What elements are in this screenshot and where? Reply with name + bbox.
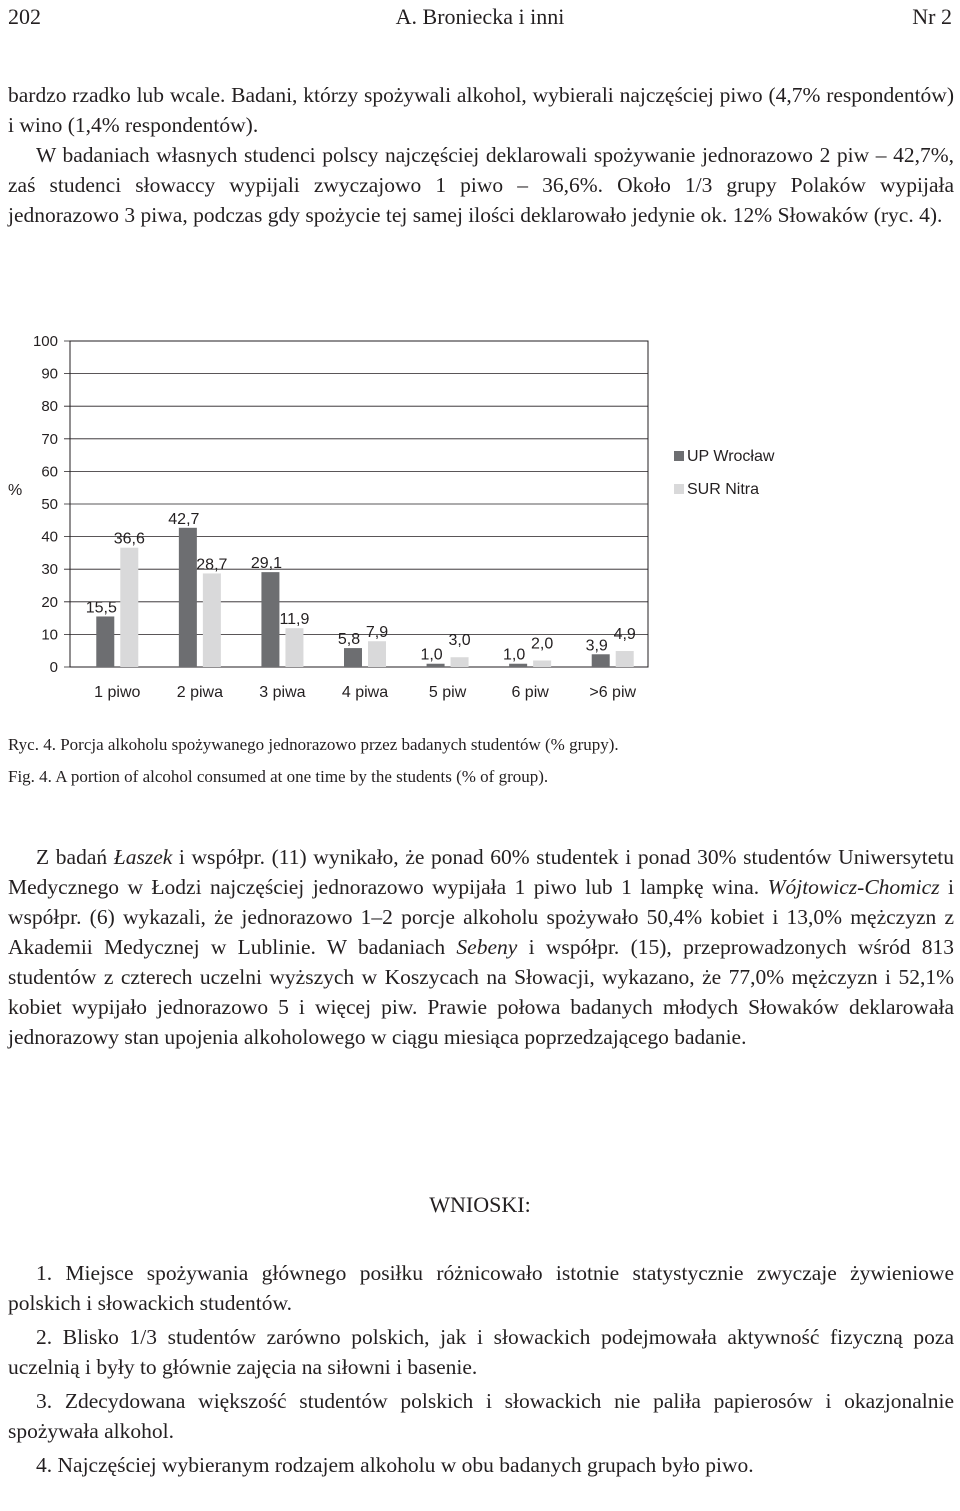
conclusion-3 [8, 1386, 954, 1446]
conclusion-2-text: Blisko 1/3 studentów zarówno polskich, jak i słowackich podejmowała aktywność fizyczną poza uczelnią i były to głównie zajęcia na siłowni i basenie. [8, 1325, 954, 1379]
conclusion-2-number: 2. [36, 1325, 53, 1349]
x-tick-label: 5 piw [428, 684, 467, 701]
data-label: 7,9 [365, 624, 389, 642]
literature-text-c: i współpr. (6) wykazali, że jednorazowo 1–2 porcje alkoholu spożywało 50,4% kobiet i 13,0% mężczyzn z Akademii Medycznej w Lublinie. W badaniach [8, 875, 954, 959]
conclusion-3-number: 3. [36, 1389, 53, 1413]
bar [179, 528, 197, 667]
author-laszek: Łaszek [113, 845, 173, 869]
bar [285, 628, 303, 667]
paragraph-literature [8, 842, 954, 1052]
conclusion-4-number: 4. [36, 1453, 53, 1477]
legend-swatch [674, 451, 684, 461]
conclusion-1 [8, 1258, 954, 1318]
x-tick-label: 4 piwa [341, 684, 389, 701]
section-title: WNIOSKI: [429, 1192, 531, 1217]
data-label: 15,5 [85, 599, 117, 617]
x-tick-label: >6 piw [589, 684, 637, 701]
bar [509, 664, 527, 667]
data-label: 42,7 [168, 510, 200, 528]
author-wojtowicz-chomicz: Wójtowicz-Chomicz [767, 875, 940, 899]
conclusion-4-text: Najczęściej wybieranym rodzajem alkoholu w obu badanych grupach było piwo. [57, 1453, 754, 1477]
y-tick-label: 10 [41, 626, 58, 644]
figure-caption-en: Fig. 4. A portion of alcohol consumed at one time by the students (% of group). [8, 767, 549, 786]
bar [344, 648, 362, 667]
conclusion-1-number: 1. [36, 1261, 53, 1285]
figure-caption-pl: Ryc. 4. Porcja alkoholu spożywanego jednorazowo przez badanych studentów (% grupy). [8, 735, 619, 754]
intro-sentence-1: bardzo rzadko lub wcale. Badani, którzy spożywali alkohol, wybierali najczęściej piwo (4,7% respondentów) i wino (1,4% respondentów). [8, 83, 954, 137]
bar [451, 657, 469, 667]
bar [616, 651, 634, 667]
y-tick-label: 20 [41, 593, 58, 611]
literature-text-a: Z badań [36, 845, 114, 869]
y-tick-label: 70 [41, 430, 58, 448]
bar [592, 654, 610, 667]
paragraph-intro [8, 80, 954, 230]
data-label: 2,0 [531, 635, 554, 653]
conclusion-4 [8, 1450, 954, 1480]
y-tick-label: 60 [41, 463, 58, 481]
legend-label: UP Wrocław [687, 448, 775, 465]
literature-text-d: i współpr. (15), przeprowadzonych wśród 813 studentów z czterech uczelni wyższych w Koszycach na Słowacji, wykazano, że 77,0% mężczyzn i 52,1% kobiet wypijało jednorazowo 5 i więcej piw. Prawie połowa badanych młodych Słowaków deklarowała jednorazowy stan upojenia alkoholowego w ciągu miesiąca poprzedzającego badanie. [8, 935, 954, 1049]
bar [120, 548, 138, 667]
running-title: A. Broniecka i inni [395, 4, 565, 29]
data-label: 1,0 [420, 646, 443, 664]
x-tick-label: 6 piw [511, 684, 549, 701]
data-label: 29,1 [250, 555, 282, 573]
intro-sentence-2: W badaniach własnych studenci polscy najczęściej deklarowali spożywanie jednorazowo 2 piw – 42,7%, zaś studenci słowaccy wypijali zwyczajowo 1 piwo – 36,6%. [8, 143, 954, 197]
bar [203, 573, 221, 667]
data-label: 28,7 [196, 556, 228, 574]
y-tick-label: 0 [49, 659, 58, 676]
bar [427, 664, 445, 667]
y-tick-label: 90 [41, 365, 58, 383]
x-tick-label: 2 piwa [176, 684, 223, 701]
legend-label: SUR Nitra [687, 481, 760, 498]
page-header [0, 0, 960, 40]
conclusion-1-text: Miejsce spożywania głównego posiłku różnicowało istotnie statystycznie zwyczaje żywieniowe polskich i słowackich studentów. [8, 1261, 954, 1315]
bar [533, 660, 551, 667]
data-label: 5,8 [337, 631, 361, 649]
y-tick-label: 80 [41, 398, 58, 416]
x-tick-label: 3 piwa [259, 684, 306, 701]
literature-text-b: i współpr. (11) wynikało, że ponad 60% studentek i ponad 30% studentów Uniwersytetu Medycznego w Łodzi najczęściej jednorazowo wypijała 1 piwo lub 1 lampkę wina. [8, 845, 955, 899]
page-number: 202 [8, 4, 41, 29]
x-tick-label: 1 piwo [94, 684, 141, 701]
y-tick-label: 30 [41, 561, 58, 579]
y-axis-label: % [8, 482, 23, 499]
data-label: 1,0 [503, 646, 526, 664]
data-label: 3,0 [448, 632, 471, 650]
conclusion-3-text: Zdecydowana większość studentów polskich i słowackich nie paliła papierosów i okazjonalnie spożywała alkohol. [8, 1389, 954, 1443]
author-sebeny: Sebeny [456, 935, 518, 959]
conclusion-2 [8, 1322, 954, 1382]
bar [261, 572, 279, 667]
intro-sentence-3: Około 1/3 grupy Polaków wypijała jednorazowo 3 piwa, podczas gdy spożycie tej samej ilości deklarowało jedynie ok. 12% Słowaków (ryc. 4). [8, 173, 955, 227]
data-label: 11,9 [279, 611, 310, 629]
issue-number: Nr 2 [912, 4, 952, 29]
bar-chart [0, 325, 960, 705]
data-label: 3,9 [585, 637, 608, 655]
y-tick-label: 40 [41, 528, 58, 546]
data-label: 4,9 [613, 626, 636, 644]
bar [368, 641, 386, 667]
bar [96, 616, 114, 667]
y-tick-label: 50 [41, 496, 58, 513]
legend-swatch [674, 484, 684, 494]
y-tick-label: 100 [32, 333, 58, 350]
data-label: 36,6 [113, 530, 145, 548]
